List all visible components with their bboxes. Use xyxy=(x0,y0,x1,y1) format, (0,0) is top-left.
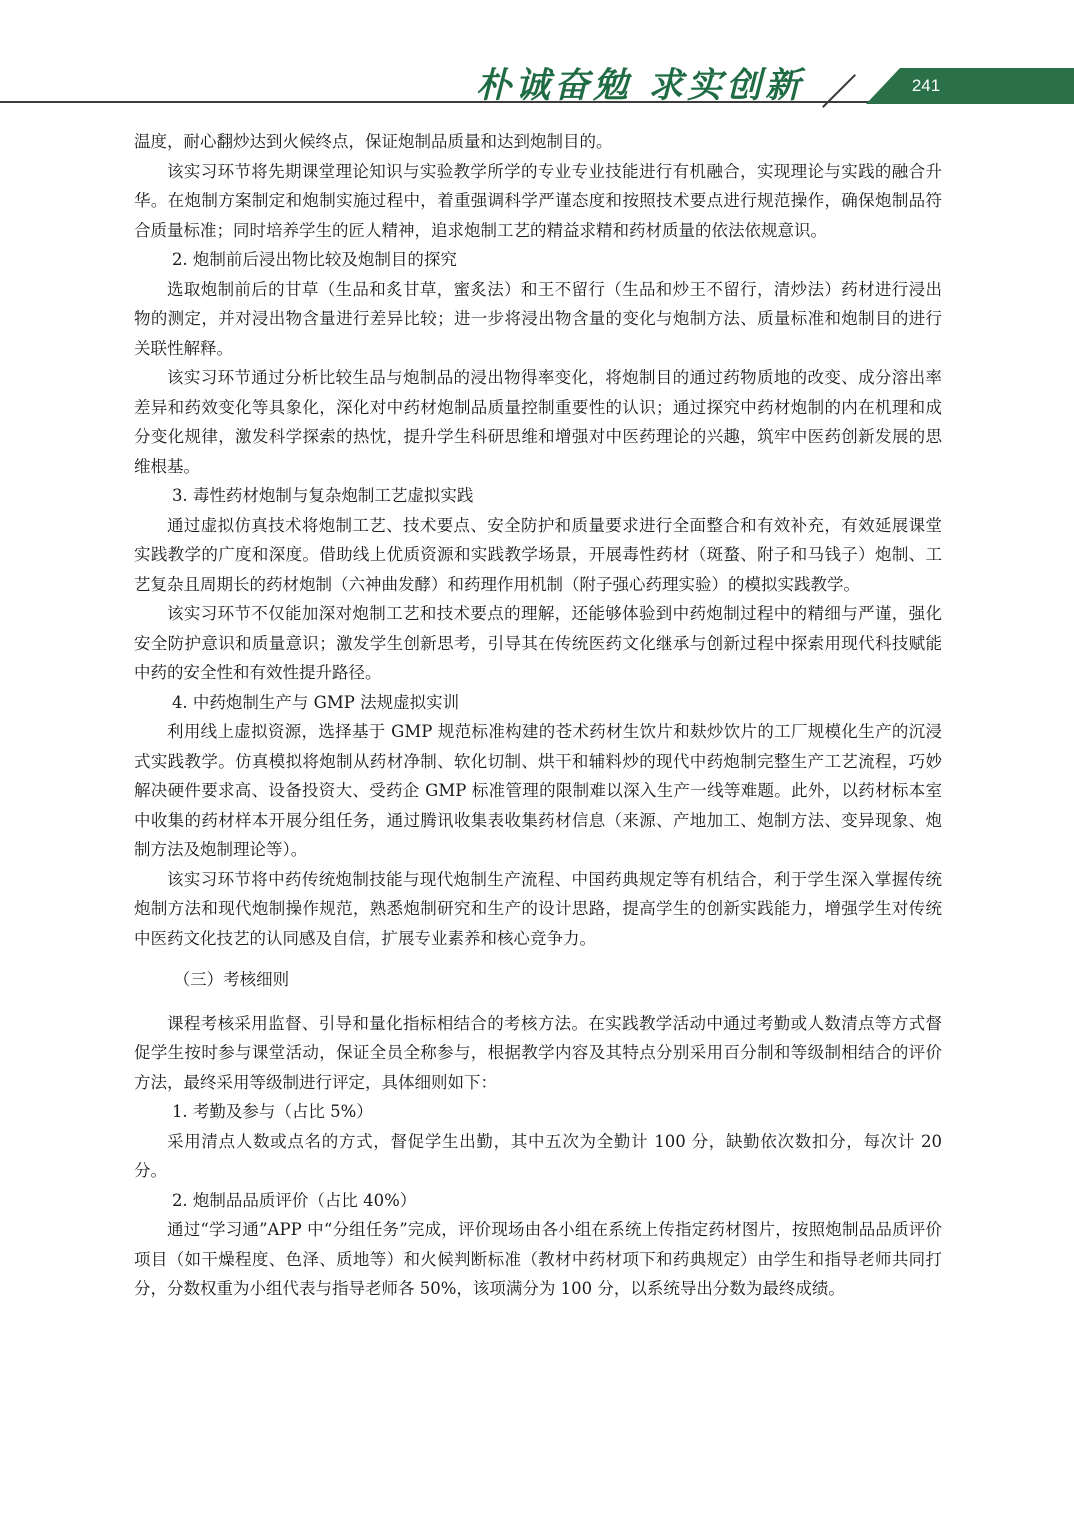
subheading: 4. 中药炮制生产与 GMP 法规虚拟实训 xyxy=(171,692,460,712)
section-heading: （三）考核细则 xyxy=(173,970,290,989)
paragraph: 该实习环节将先期课堂理论知识与实验教学所学的专业专业技能进行有机融合，实现理论与实践的融合升华。在炮制方案制定和炮制实施过程中，着重强调科学严谨态度和按照技术要点进行规范操作，确保炮制品符合质量标准；同时培养学生的匠人精神，追求炮制工艺的精益求精和药材质量的依法依规意识。 xyxy=(134,161,942,240)
paragraph: 采用清点人数或点名的方式，督促学生出勤，其中五次为全勤计 100 分，缺勤依次数扣分，每次计 20 分。 xyxy=(134,1131,942,1180)
paragraph: 课程考核采用监督、引导和量化指标相结合的考核方法。在实践教学活动中通过考勤或人数清点等方式督促学生按时参与课堂活动，保证全员全称参与，根据教学内容及其特点分别采用百分制和等级制相结合的评价方法，最终采用等级制进行评定，具体细则如下： xyxy=(134,1013,942,1092)
paragraph: 该实习环节通过分析比较生品与炮制品的浸出物得率变化，将炮制目的通过药物质地的改变、成分溶出率差异和药效变化等具象化，深化对中药材炮制品质量控制重要性的认识；通过探究中药材炮制的内在机理和成分变化规律，激发科学探索的热忱，提升学生科研思维和增强对中医药理论的兴趣，筑牢中医药创新发展的思维根基。 xyxy=(134,368,942,476)
page-body xyxy=(134,127,942,1304)
subheading: 3. 毒性药材炮制与复杂炮制工艺虚拟实践 xyxy=(171,486,474,505)
page-header xyxy=(0,0,1074,110)
paragraph: 温度，耐心翻炒达到火候终点，保证炮制品质量和达到炮制目的。 xyxy=(134,132,613,151)
paragraph: 该实习环节不仅能加深对炮制工艺和技术要点的理解，还能够体验到中药炮制过程中的精细与严谨，强化安全防护意识和质量意识；激发学生创新思考，引导其在传统医药文化继承与创新过程中探索用现代科技赋能中药的安全性和有效性提升路径。 xyxy=(134,604,942,682)
paragraph: 选取炮制前后的甘草（生品和炙甘草，蜜炙法）和王不留行（生品和炒王不留行，清炒法）药材进行浸出物的测定，并对浸出物含量进行差异比较；进一步将浸出物含量的变化与炮制方法、质量标准和炮制目的进行关联性解释。 xyxy=(134,279,942,358)
subheading: 2. 炮制品品质评价（占比 40%） xyxy=(171,1190,417,1210)
page-number: 241 xyxy=(911,76,941,95)
paragraph: 该实习环节将中药传统炮制技能与现代炮制生产流程、中国药典规定等有机结合，利于学生深入掌握传统炮制方法和现代炮制操作规范，熟悉炮制研究和生产的设计思路，提高学生的创新实践能力，增强学生对传统中医药文化技艺的认同感及自信，扩展专业素养和核心竞争力。 xyxy=(134,869,942,948)
paragraph: 通过虚拟仿真技术将炮制工艺、技术要点、安全防护和质量要求进行全面整合和有效补充，有效延展课堂实践教学的广度和深度。借助线上优质资源和实践教学场景，开展毒性药材（斑蝥、附子和马钱子）炮制、工艺复杂且周期长的药材炮制（六神曲发酵）和药理作用机制（附子强心药理实验）的模拟实践教学。 xyxy=(134,515,942,594)
header-motto: 朴诚奋勉 求实创新 xyxy=(476,65,805,106)
paragraph: 通过“学习通”APP 中“分组任务”完成，评价现场由各小组在系统上传指定药材图片，按照炮制品品质评价项目（如干燥程度、色泽、质地等）和火候判断标准（教材中药材项下和药典规定）由学生和指导老师共同打分，分数权重为小组代表与指导老师各 50%，该项满分为 100 分，以系统导出分数为最终成绩。 xyxy=(134,1220,942,1298)
subheading: 2. 炮制前后浸出物比较及炮制目的探究 xyxy=(171,250,457,269)
subheading: 1. 考勤及参与（占比 5%） xyxy=(171,1102,373,1121)
paragraph: 利用线上虚拟资源，选择基于 GMP 规范标准构建的苍术药材生饮片和麸炒饮片的工厂规模化生产的沉浸式实践教学。仿真模拟将炮制从药材净制、软化切制、烘干和辅料炒的现代中药炮制完整生产工艺流程，巧妙解决硬件要求高、设备投资大、受药企 GMP 标准管理的限制难以深入生产一线等难题。此外，以药材标本室中收集的药材样本开展分组任务，通过腾讯收集表收集药材信息（来源、产地加工、炮制方法、变异现象、炮制方法及炮制理论等）。 xyxy=(134,722,942,859)
